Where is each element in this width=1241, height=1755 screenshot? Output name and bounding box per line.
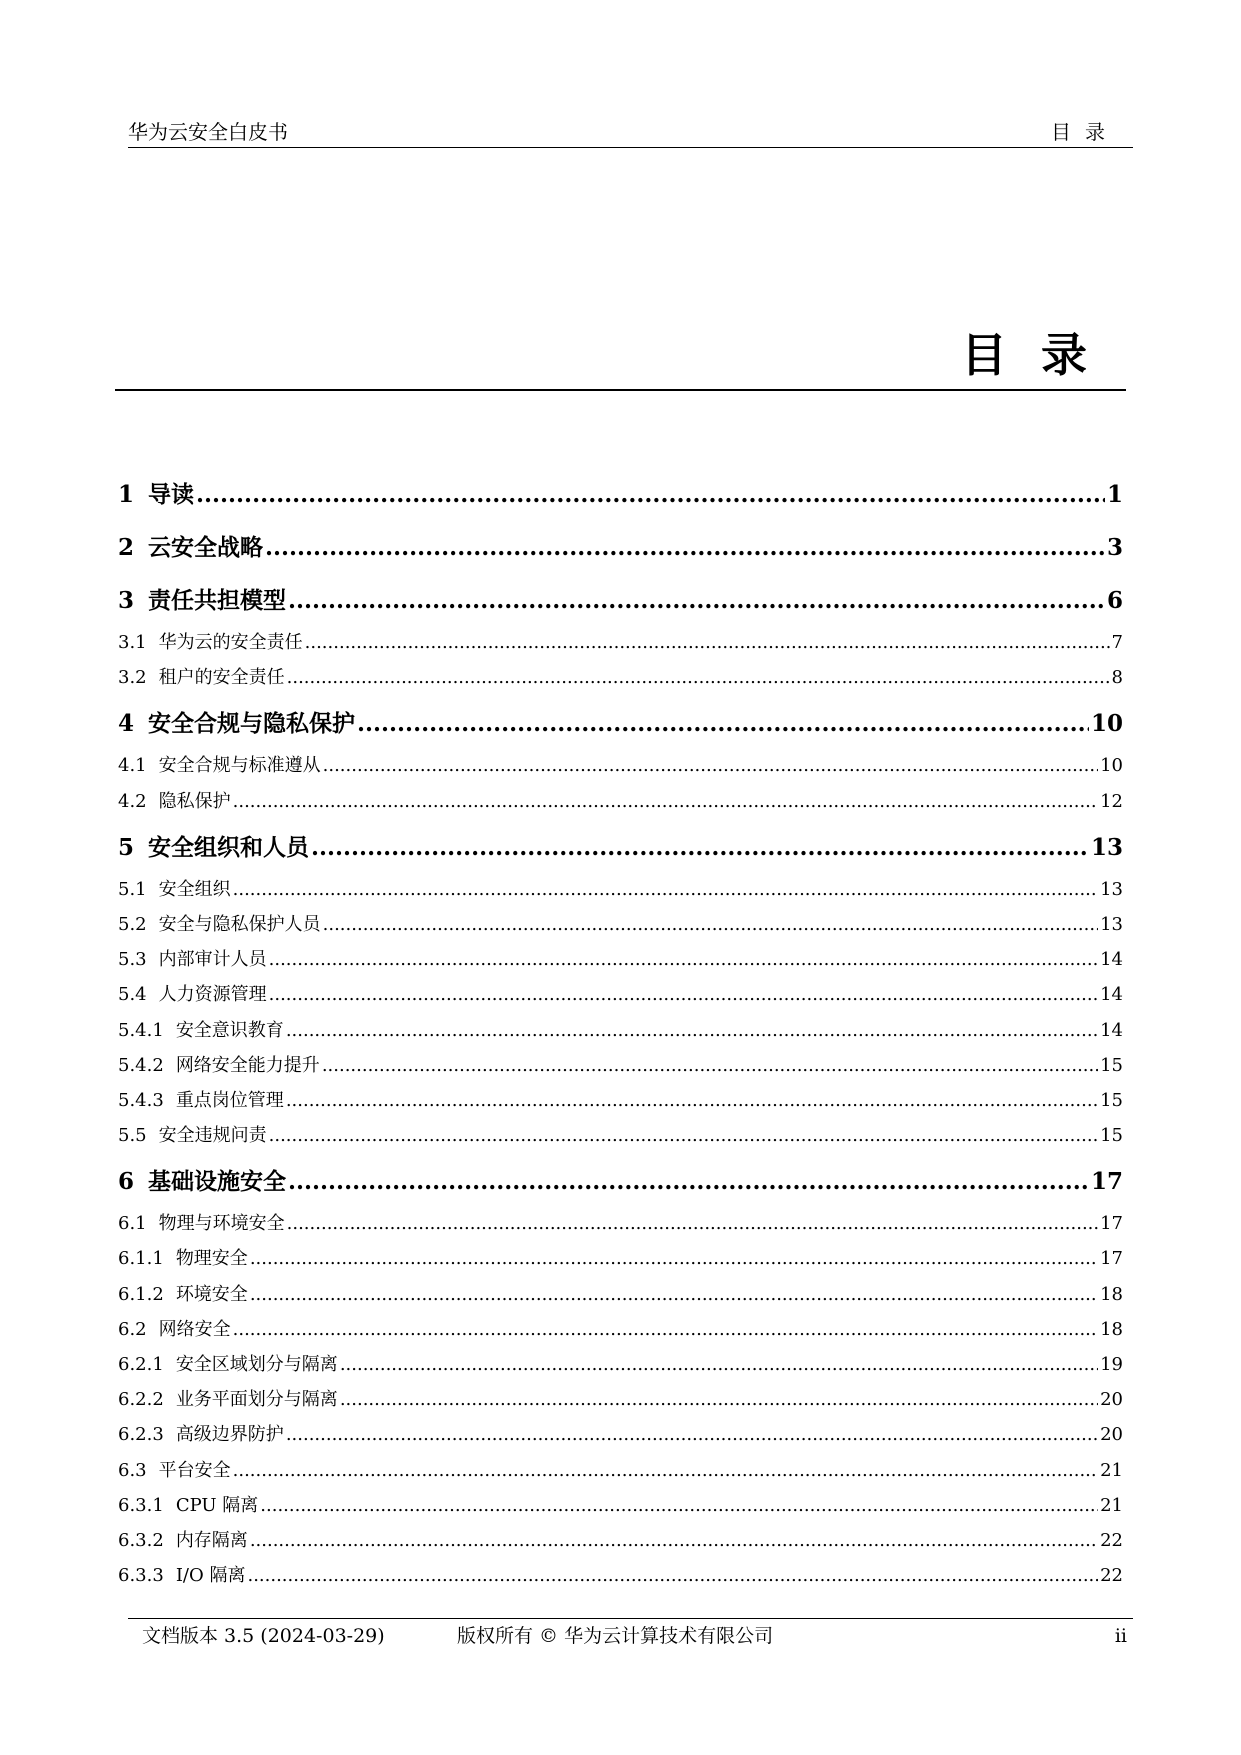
toc-entry-label (118, 907, 321, 942)
toc-entry-label (118, 1417, 284, 1452)
toc-leader-dots (233, 1312, 1098, 1347)
toc-entry-number: 6.2.1 (118, 1354, 164, 1375)
header-doc-title: 华为云安全白皮书 (128, 120, 288, 144)
toc-page-number: 17 (1090, 1168, 1123, 1196)
toc-entry[interactable] (118, 1312, 1123, 1347)
toc-entry[interactable] (118, 699, 1123, 748)
toc-entry-number: 6.1 (118, 1213, 147, 1235)
toc-entry[interactable] (118, 660, 1123, 695)
toc-entry[interactable] (118, 1157, 1123, 1206)
toc-leader-dots (250, 1241, 1098, 1276)
toc-entry[interactable] (118, 784, 1123, 819)
toc-entry-text: 内存隔离 (175, 1529, 248, 1551)
toc-entry-label (118, 660, 285, 695)
toc-entry-number: 6.1.1 (118, 1248, 164, 1270)
footer-version: 文档版本 3.5 (2024-03-29) (142, 1625, 385, 1647)
toc-entry-text: 网络安全 (158, 1318, 231, 1340)
toc-entry-number: 3.1 (118, 632, 147, 653)
toc-leader-dots (265, 523, 1105, 572)
toc-entry[interactable] (118, 1558, 1123, 1593)
toc-leader-dots (260, 1488, 1098, 1523)
toc-entry-number: 6.2 (118, 1318, 147, 1340)
toc-entry-text: 业务平面划分与隔离 (175, 1389, 338, 1411)
title-divider (115, 389, 1126, 391)
toc-entry-number: 5.4.1 (118, 1019, 164, 1041)
toc-entry[interactable] (118, 1013, 1123, 1048)
toc-entry-number: 6.3.3 (118, 1565, 164, 1587)
toc-entry[interactable] (118, 1083, 1123, 1118)
toc-page-number: 13 (1090, 833, 1123, 861)
toc-entry-number: 2 (118, 534, 135, 561)
toc-page-number: 21 (1100, 1459, 1123, 1481)
toc-entry-text: 网络安全能力提升 (175, 1054, 320, 1076)
toc-entry-number: 4.1 (118, 755, 147, 777)
toc-entry-label (118, 523, 263, 572)
toc-page-number: 3 (1106, 534, 1123, 561)
toc-page-number: 6 (1106, 587, 1123, 614)
toc-entry[interactable] (118, 1118, 1123, 1153)
toc-page-number: 17 (1100, 1213, 1123, 1235)
toc-leader-dots (269, 977, 1098, 1012)
toc-entry-number: 5.2 (118, 913, 147, 935)
toc-entry-label (118, 1206, 285, 1241)
toc-page-number: 13 (1100, 913, 1123, 935)
toc-entry-number: 4.2 (118, 790, 147, 812)
toc-leader-dots (288, 576, 1105, 625)
toc-entry-text: 安全违规问责 (158, 1125, 267, 1147)
toc-entry-text: 平台安全 (158, 1459, 231, 1481)
page-header (128, 118, 1133, 146)
toc-entry[interactable] (118, 470, 1123, 519)
toc-page-number: 7 (1111, 632, 1123, 653)
toc-entry-label (118, 1277, 248, 1312)
toc-entry[interactable] (118, 748, 1123, 783)
toc-leader-dots (286, 1083, 1098, 1118)
toc-entry-label (118, 1083, 284, 1118)
toc-leader-dots (288, 1157, 1089, 1206)
toc-leader-dots (269, 1118, 1098, 1153)
toc-entry[interactable] (118, 942, 1123, 977)
toc-entry-text: 责任共担模型 (148, 587, 287, 614)
toc-entry-number: 5.4.3 (118, 1089, 164, 1111)
toc-leader-dots (269, 942, 1098, 977)
toc-entry-number: 6.2.3 (118, 1424, 164, 1446)
toc-entry-label (118, 1013, 284, 1048)
toc-entry-text: 隐私保护 (158, 790, 231, 812)
toc-entry-text: 高级边界防护 (175, 1424, 284, 1446)
toc-entry-text: 环境安全 (175, 1283, 248, 1305)
toc-page-number: 21 (1100, 1494, 1123, 1516)
toc-leader-dots (305, 625, 1110, 660)
toc-entry[interactable] (118, 872, 1123, 907)
toc-entry-text: 安全区域划分与隔离 (175, 1354, 338, 1375)
toc-entry-label (118, 470, 194, 519)
toc-entry-text: 安全组织 (158, 878, 231, 900)
toc-page-number: 15 (1100, 1089, 1123, 1111)
toc-entry-number: 6.2.2 (118, 1389, 164, 1411)
toc-entry-text: 安全合规与隐私保护 (148, 710, 356, 738)
toc-entry-number: 1 (118, 481, 135, 508)
toc-entry-text: 华为云的安全责任 (158, 632, 303, 653)
toc-page-number: 18 (1100, 1283, 1123, 1305)
toc-entry-text: 物理与环境安全 (158, 1213, 285, 1235)
footer-copyright: 版权所有 © 华为云计算技术有限公司 (457, 1625, 774, 1647)
toc-leader-dots (250, 1523, 1098, 1558)
toc-entry-text: 内部审计人员 (158, 949, 267, 971)
toc-entry-text: 租户的安全责任 (158, 667, 285, 689)
footer-divider (128, 1618, 1133, 1619)
toc-page-number: 8 (1111, 667, 1123, 689)
toc-entry[interactable] (118, 576, 1123, 625)
toc-leader-dots (233, 1453, 1098, 1488)
toc-entry-number: 5.4 (118, 984, 147, 1006)
toc-entry-text: 安全意识教育 (175, 1019, 284, 1041)
toc-entry[interactable] (118, 1241, 1123, 1276)
toc-leader-dots (323, 748, 1098, 783)
toc-entry[interactable] (118, 1206, 1123, 1241)
toc-leader-dots (247, 1558, 1098, 1593)
toc-entry-text: CPU 隔离 (175, 1494, 259, 1516)
toc-page-number: 10 (1090, 710, 1123, 738)
toc-entry-label (118, 1157, 286, 1206)
toc-leader-dots (323, 907, 1098, 942)
toc-entry-number: 5.4.2 (118, 1054, 164, 1076)
toc-entry-label (118, 1241, 248, 1276)
footer-page-number: ii (1114, 1625, 1127, 1647)
toc-entry[interactable] (118, 625, 1123, 660)
toc-leader-dots (287, 660, 1110, 695)
toc-entry-text: 基础设施安全 (148, 1168, 287, 1196)
toc-entry-text: I/O 隔离 (175, 1565, 246, 1587)
header-divider (128, 147, 1133, 148)
page-title: 目录 (961, 328, 1121, 382)
toc-entry-number: 5.5 (118, 1125, 147, 1147)
toc-page-number: 15 (1100, 1054, 1123, 1076)
toc-leader-dots (311, 823, 1089, 872)
toc-entry[interactable] (118, 1277, 1123, 1312)
toc-entry-number: 4 (118, 710, 135, 738)
toc-entry-number: 6.3.1 (118, 1494, 164, 1516)
toc-page-number: 22 (1100, 1529, 1123, 1551)
toc-page-number: 19 (1100, 1354, 1123, 1375)
toc-leader-dots (286, 1013, 1098, 1048)
toc-entry-label (118, 784, 231, 819)
toc-entry[interactable] (118, 977, 1123, 1012)
toc-entry-number: 5.3 (118, 949, 147, 971)
toc-leader-dots (196, 470, 1105, 519)
toc-entry-text: 安全合规与标准遵从 (158, 755, 321, 777)
toc-entry[interactable] (118, 1382, 1123, 1417)
toc-entry-label (118, 748, 321, 783)
toc-entry[interactable] (118, 1453, 1123, 1488)
toc-entry[interactable] (118, 523, 1123, 572)
toc-entry-label (118, 1488, 258, 1523)
toc-leader-dots (340, 1347, 1098, 1382)
toc-page-number: 18 (1100, 1318, 1123, 1340)
toc-entry[interactable] (118, 1347, 1123, 1382)
toc-entry-label (118, 872, 231, 907)
toc-entry-number: 6.3 (118, 1459, 147, 1481)
toc-leader-dots (287, 1206, 1098, 1241)
toc-entry[interactable] (118, 1523, 1123, 1558)
toc-page-number: 20 (1100, 1424, 1123, 1446)
header-section-title: 目录 (1051, 120, 1119, 144)
toc-entry-label (118, 1453, 231, 1488)
toc-entry-text: 云安全战略 (148, 534, 264, 561)
toc-leader-dots (322, 1048, 1098, 1083)
toc-entry-label (118, 1312, 231, 1347)
toc-leader-dots (233, 784, 1098, 819)
toc-page-number: 15 (1100, 1125, 1123, 1147)
toc-page-number: 20 (1100, 1389, 1123, 1411)
toc-page-number: 14 (1100, 949, 1123, 971)
toc-entry[interactable] (118, 1488, 1123, 1523)
toc-page-number: 14 (1100, 1019, 1123, 1041)
toc-entry-label (118, 576, 286, 625)
toc-page-number: 14 (1100, 984, 1123, 1006)
toc-entry-number: 6.3.2 (118, 1529, 164, 1551)
toc-entry-label (118, 1347, 338, 1382)
table-of-contents (118, 470, 1123, 1593)
toc-entry[interactable] (118, 1048, 1123, 1083)
toc-entry-text: 导读 (148, 481, 195, 508)
toc-entry-label (118, 699, 355, 748)
toc-entry-number: 3 (118, 587, 135, 614)
toc-page-number: 12 (1100, 790, 1123, 812)
toc-leader-dots (357, 699, 1089, 748)
toc-entry[interactable] (118, 907, 1123, 942)
toc-entry-label (118, 1048, 320, 1083)
toc-entry-label (118, 977, 267, 1012)
toc-entry-label (118, 1118, 267, 1153)
toc-entry-label (118, 942, 267, 977)
toc-entry-number: 3.2 (118, 667, 147, 689)
toc-page-number: 17 (1100, 1248, 1123, 1270)
toc-page-number: 10 (1100, 755, 1123, 777)
toc-entry[interactable] (118, 1417, 1123, 1452)
toc-page-number: 22 (1100, 1565, 1123, 1587)
toc-entry-number: 6.1.2 (118, 1283, 164, 1305)
toc-entry-label (118, 1523, 248, 1558)
toc-entry-label (118, 625, 303, 660)
toc-leader-dots (233, 872, 1098, 907)
toc-leader-dots (250, 1277, 1098, 1312)
toc-entry-label (118, 823, 309, 872)
toc-entry-text: 安全与隐私保护人员 (158, 913, 321, 935)
toc-entry-text: 物理安全 (175, 1248, 248, 1270)
toc-entry-text: 重点岗位管理 (175, 1089, 284, 1111)
toc-entry-text: 安全组织和人员 (148, 833, 310, 861)
toc-leader-dots (286, 1417, 1098, 1452)
toc-entry-label (118, 1558, 245, 1593)
toc-page-number: 1 (1106, 481, 1123, 508)
toc-entry-label (118, 1382, 338, 1417)
toc-entry-number: 6 (118, 1168, 135, 1196)
toc-entry-number: 5 (118, 833, 135, 861)
toc-entry[interactable] (118, 823, 1123, 872)
toc-entry-text: 人力资源管理 (158, 984, 267, 1006)
toc-entry-number: 5.1 (118, 878, 147, 900)
toc-leader-dots (340, 1382, 1098, 1417)
toc-page-number: 13 (1100, 878, 1123, 900)
